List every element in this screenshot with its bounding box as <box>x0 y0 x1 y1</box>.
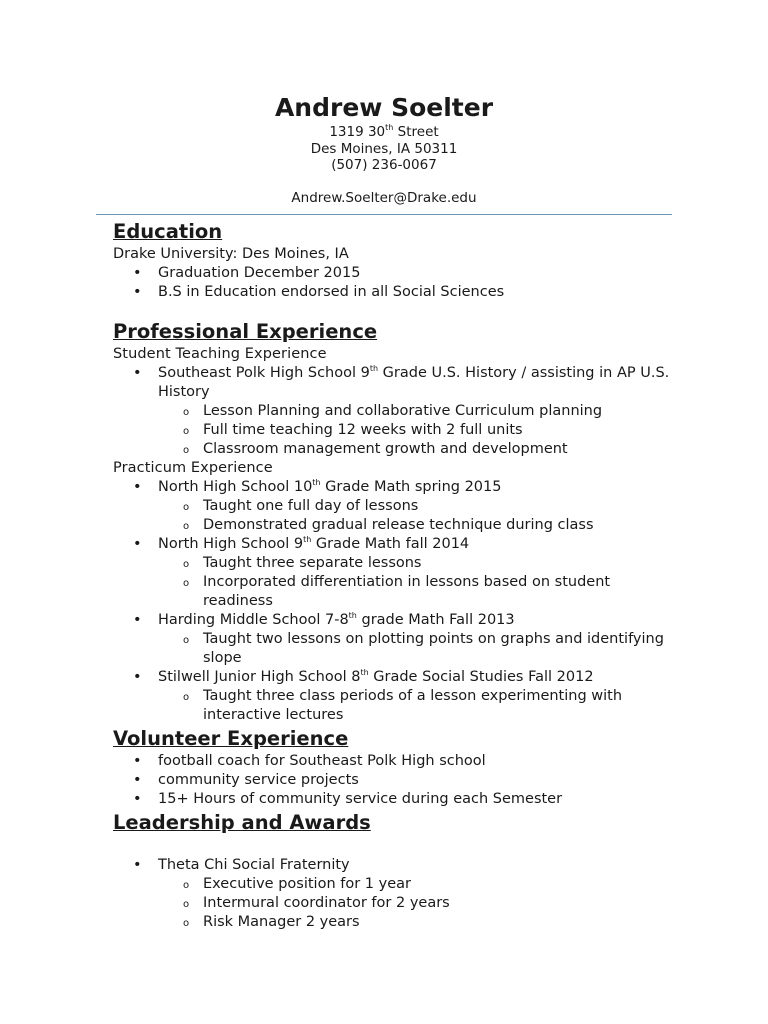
list-item: • Graduation December 2015 <box>113 264 673 283</box>
education-heading: Education <box>113 220 223 243</box>
phone-number: (507) 236-0067 <box>331 157 437 173</box>
practicum-list <box>113 478 673 725</box>
item-text: Stilwell Junior High School 8 <box>158 669 361 685</box>
sub-list-item: o Taught three class periods of a lesson experimenting with interactive lectures <box>113 687 673 725</box>
street-name: Street <box>393 124 439 140</box>
sub-list-item: o Risk Manager 2 years <box>113 913 673 932</box>
list-item: • 15+ Hours of community service during each Semester <box>113 790 673 809</box>
volunteer-heading: Volunteer Experience <box>113 727 349 750</box>
list-item: • Theta Chi Social Fraternity <box>113 856 673 875</box>
city-state-zip: Des Moines, IA 50311 <box>310 140 458 157</box>
ordinal-suffix: th <box>360 668 369 677</box>
sub-list-item: o Lesson Planning and collaborative Curriculum planning <box>113 402 673 421</box>
item-text: Southeast Polk High School 9 <box>158 365 370 381</box>
ordinal-suffix: th <box>369 364 379 373</box>
list-item: • football coach for Southeast Polk High school <box>113 752 673 771</box>
item-text: North High School 10 <box>158 479 313 495</box>
item-text: Harding Middle School 7-8 <box>158 612 349 628</box>
sub-list-item: o Full time teaching 12 weeks with 2 full units <box>113 421 673 440</box>
list-item <box>113 364 673 402</box>
sub-list-item: o Intermural coordinator for 2 years <box>113 894 673 913</box>
sub-list-item: o Taught three separate lessons <box>113 554 673 573</box>
education-list <box>113 264 673 302</box>
street-number: 1319 30 <box>329 124 386 140</box>
sub-list-item: o Taught two lessons on plotting points on graphs and identifying slope <box>113 630 673 668</box>
item-text: Grade Social Studies Fall 2012 <box>368 669 594 685</box>
street-ordinal: th <box>385 123 394 132</box>
sub-list-item: o Taught one full day of lessons <box>113 497 673 516</box>
sub-list-item: o Classroom management growth and development <box>113 440 673 459</box>
email-address: Andrew.Soelter@Drake.edu <box>291 189 477 206</box>
list-item <box>113 535 673 554</box>
ordinal-suffix: th <box>303 535 312 544</box>
item-text: Grade Math fall 2014 <box>311 536 470 552</box>
item-text: grade Math Fall 2013 <box>356 612 515 628</box>
ordinal-suffix: th <box>348 611 357 620</box>
practicum-heading: Practicum Experience <box>113 460 273 476</box>
resume-header <box>0 92 768 206</box>
item-text: North High School 9 <box>158 536 304 552</box>
list-item: • B.S in Education endorsed in all Social Sciences <box>113 283 673 302</box>
leadership-list <box>113 856 673 932</box>
list-item <box>113 668 673 687</box>
sub-list-item: o Executive position for 1 year <box>113 875 673 894</box>
resume-body <box>113 218 673 932</box>
item-text: Grade Math spring 2015 <box>320 479 502 495</box>
leadership-heading: Leadership and Awards <box>113 811 371 834</box>
list-item <box>113 478 673 497</box>
list-item: • community service projects <box>113 771 673 790</box>
list-item <box>113 611 673 630</box>
student-teaching-heading: Student Teaching Experience <box>113 346 327 362</box>
sub-list-item: o Incorporated differentiation in lessons based on student readiness <box>113 573 673 611</box>
student-teaching-list <box>113 364 673 459</box>
education-school: Drake University: Des Moines, IA <box>113 246 349 262</box>
ordinal-suffix: th <box>312 478 321 487</box>
street-address <box>0 124 768 141</box>
volunteer-list <box>113 752 673 809</box>
item-text: Grade U.S. History / assisting in AP U.S. History <box>158 365 670 400</box>
sub-list-item: o Demonstrated gradual release technique during class <box>113 516 673 535</box>
professional-heading: Professional Experience <box>113 320 378 343</box>
applicant-name: Andrew Soelter <box>274 93 494 122</box>
header-divider <box>96 214 672 215</box>
